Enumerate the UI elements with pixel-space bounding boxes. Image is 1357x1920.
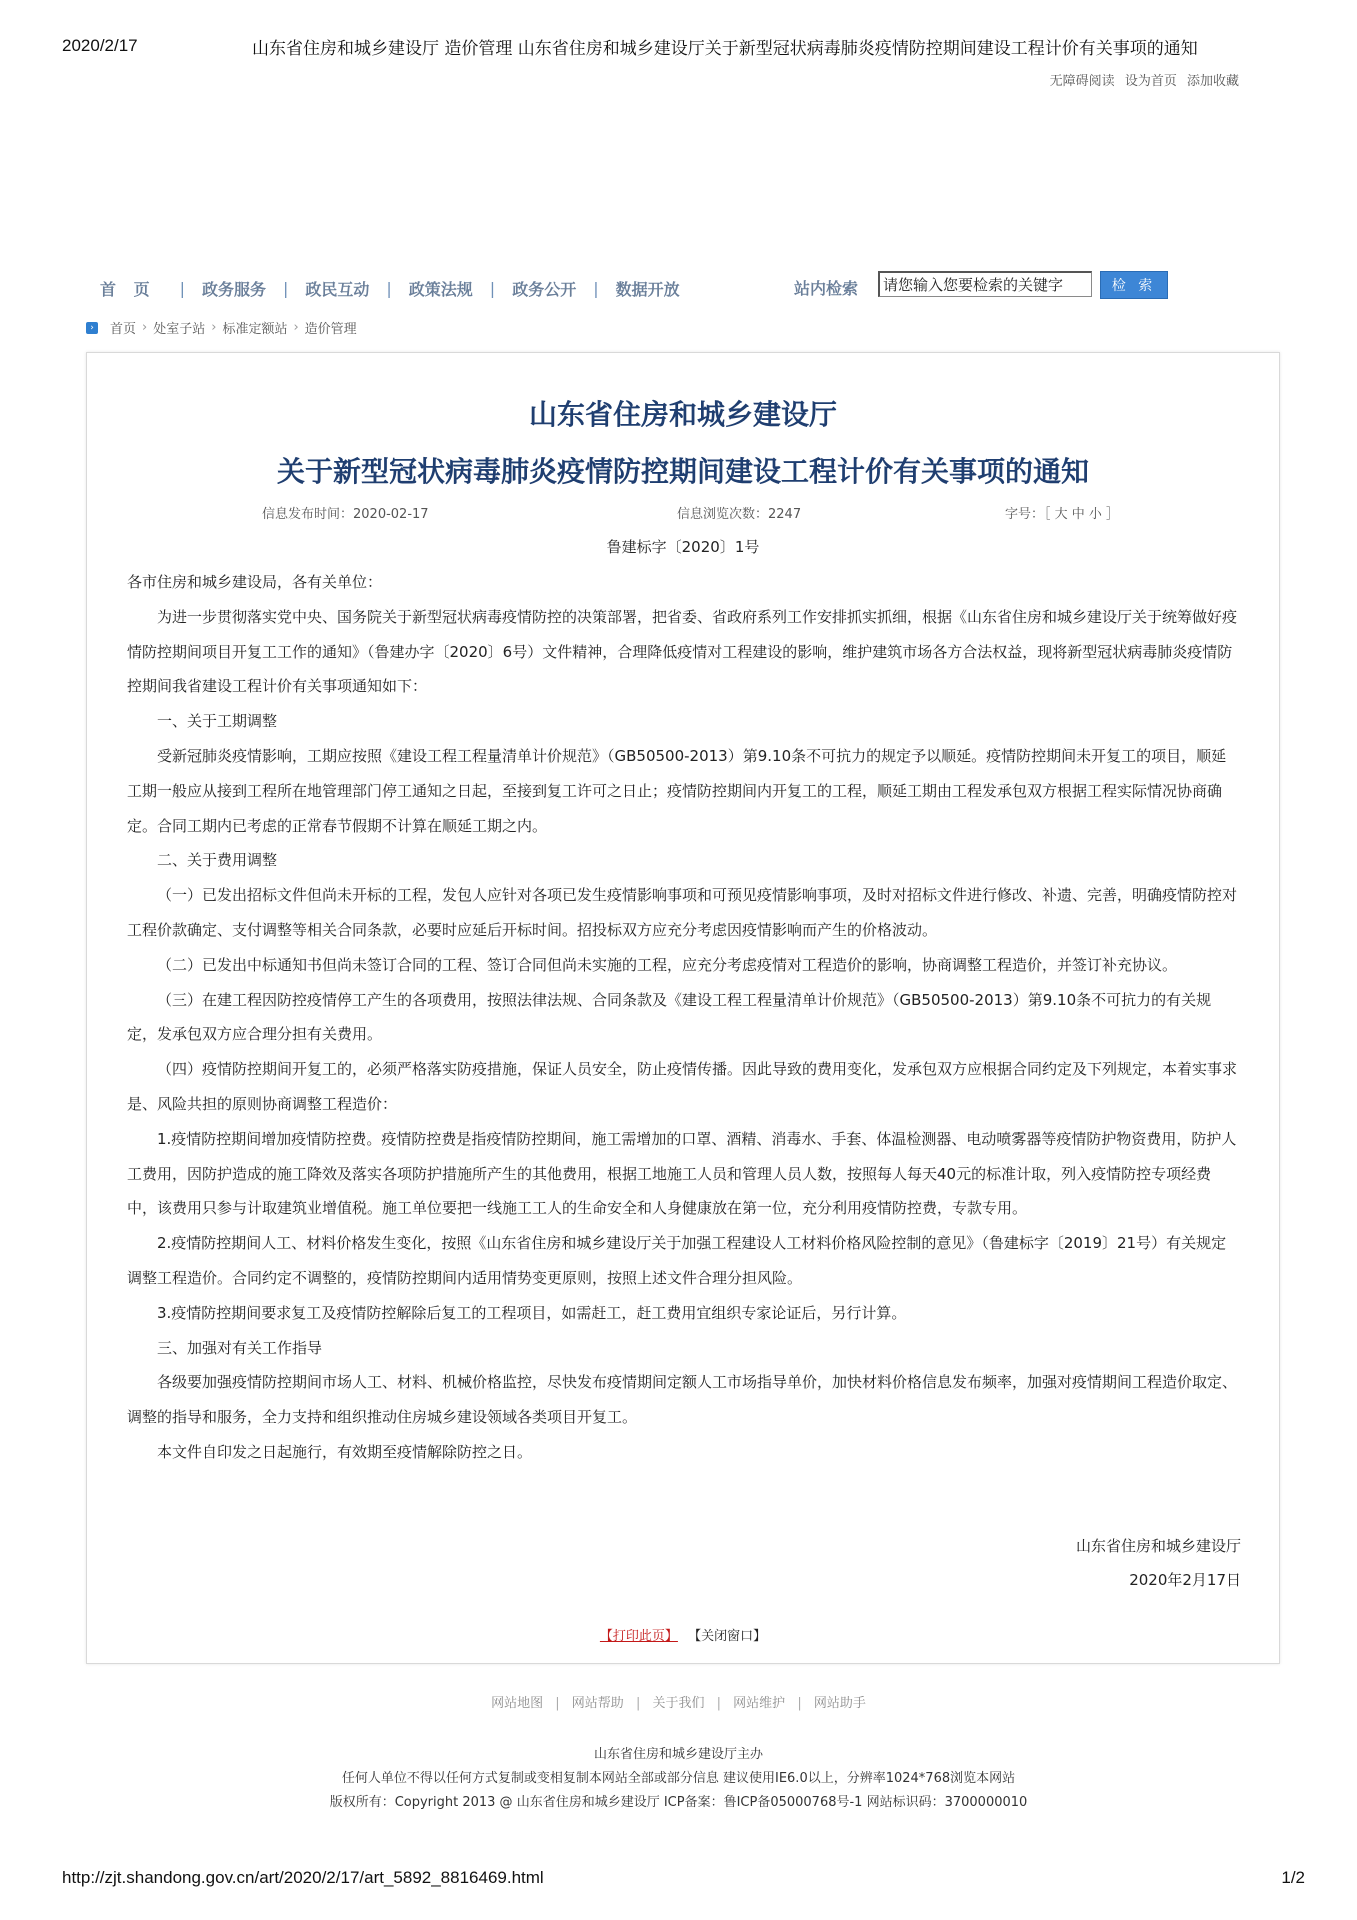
breadcrumb-quota-station[interactable]: 标准定额站 [222,322,288,337]
print-url: http://zjt.shandong.gov.cn/art/2020/2/17/art_5892_8816469.html [62,1868,544,1887]
footer-link-assistant[interactable]: 网站助手 [813,1696,866,1711]
article-paragraph: 二、关于费用调整 [157,851,278,870]
nav-separator: | [386,278,392,298]
nav-separator: | [593,278,599,298]
top-links [1044,70,1239,89]
signature-date: 2020年2月17日 [1129,1571,1241,1589]
article-paragraph: （二）已发出中标通知书但尚未签订合同的工程、签订合同但尚未实施的工程，应充分考虑疫情对工程造价的影响，协商调整工程造价，并签订补充协议。 [157,955,1178,974]
article-paragraph: 各级要加强疫情防控期间市场人工、材料、机械价格监控，尽快发布疫情期间定额人工市场指导单价，加快材料价格信息发布频率，加强对疫情期间工程造价取定、调整的指导和服务，全力支持和组织推动住房城乡建设领域各类项目开复工。 [127,1373,1238,1427]
nav-open-data[interactable]: 数据开放 [615,279,680,299]
nav-government-disclosure[interactable]: 政务公开 [512,279,577,299]
article-paragraph: 3.疫情防控期间要求复工及疫情防控解除后复工的工程项目，如需赶工，赶工费用宜组织专家论证后，另行计算。 [157,1303,907,1322]
article-body [127,565,1237,1470]
main-nav [96,272,697,304]
footer-separator: | [555,1696,560,1711]
breadcrumb-home[interactable]: 首页 [110,322,137,337]
chevron-right-icon: › [86,322,98,334]
footer-link-help[interactable]: 网站帮助 [571,1696,624,1711]
article-paragraph: （四）疫情防控期间开复工的，必须严格落实防疫措施，保证人员安全，防止疫情传播。因此导致的费用变化，发承包双方应根据合同约定及下列规定，本着实事求是、风险共担的原则协商调整工程造价： [127,1060,1238,1113]
article-paragraph: （三）在建工程因防控疫情停工产生的各项费用，按照法律法规、合同条款及《建设工程工程量清单计价规范》（GB50500-2013）第9.10条不可抗力的有关规定，发承包双方应合理分担有关费用。 [127,990,1212,1044]
view-count: 信息浏览次数：2247 [677,507,802,522]
search-button[interactable]: 检 索 [1100,271,1168,299]
nav-separator: | [489,278,496,298]
article-paragraph: 各市住房和城乡建设局，各有关单位： [127,573,383,591]
font-size-selector[interactable]: 字号：［ 大 中 小 ］ [1005,507,1120,522]
site-search-label: 站内检索 [794,279,859,298]
nav-separator: | [179,278,185,298]
footer-notice: 任何人单位不得以任何方式复制或变相复制本网站全部或部分信息 建议使用IE6.0以上，分辨率1024*768浏览本网站 [341,1771,1016,1786]
article-paragraph: （一）已发出招标文件但尚未开标的工程，发包人应针对各项已发生疫情影响事项和可预见疫情影响事项，及时对招标文件进行修改、补遗、完善，明确疫情防控对工程价款确定、支付调整等相关合同条款，必要时应延后开标时间。招投标双方应充分考虑因疫情影响而产生的价格波动。 [127,886,1238,939]
breadcrumb-separator: › [142,320,148,335]
footer-separator: | [635,1696,641,1711]
article-paragraph: 本文件自印发之日起施行，有效期至疫情解除防控之日。 [157,1442,533,1461]
article-actions [87,1625,1279,1644]
breadcrumb [86,318,357,337]
footer-separator: | [797,1696,802,1711]
article-container [86,352,1280,1664]
set-homepage-link[interactable]: 设为首页 [1124,74,1177,89]
nav-government-services[interactable]: 政务服务 [201,279,266,299]
footer-links [0,1692,1357,1711]
footer-link-maintenance[interactable]: 网站维护 [733,1696,786,1711]
footer-link-about[interactable]: 关于我们 [652,1696,705,1711]
footer-separator: | [716,1696,722,1711]
footer-link-sitemap[interactable]: 网站地图 [491,1696,544,1711]
article-paragraph: 三、加强对有关工作指导 [157,1338,323,1357]
close-window-button[interactable]: 【关闭窗口】 [688,1629,767,1644]
print-page-button[interactable]: 【打印此页】 [599,1629,678,1644]
article-paragraph: 为进一步贯彻落实党中央、国务院关于新型冠状病毒疫情防控的决策部署，把省委、省政府系列工作安排抓实抓细，根据《山东省住房和城乡建设厅关于统筹做好疫情防控期间项目开复工工作的通知》（鲁建办字〔2020〕6号）文件精神，合理降低疫情对工程建设的影响，维护建筑市场各方合法权益，现将新型冠状病毒肺炎疫情防控期间我省建设工程计价有关事项通知如下： [127,607,1238,696]
article-title-line2: 关于新型冠状病毒肺炎疫情防控期间建设工程计价有关事项的通知 [276,455,1089,488]
print-date: 2020/2/17 [62,36,138,55]
print-page-number: 1/2 [1281,1868,1305,1887]
breadcrumb-separator: › [293,320,299,335]
nav-public-interaction[interactable]: 政民互动 [305,279,370,299]
footer-copyright: 版权所有：Copyright 2013 @ 山东省住房和城乡建设厅 ICP备案：鲁ICP备05000768号-1 网站标识码：3700000010 [329,1795,1028,1810]
nav-policies[interactable]: 政策法规 [408,279,473,299]
add-favorite-link[interactable]: 添加收藏 [1186,74,1239,89]
article-paragraph: 1.疫情防控期间增加疫情防控费。疫情防控费是指疫情防控期间，施工需增加的口罩、酒精、消毒水、手套、体温检测器、电动喷雾器等疫情防护物资费用，防护人工费用，因防护造成的施工降效及落实各项防护措施所产生的其他费用，根据工地施工人员和管理人员人数，按照每人每天40元的标准计取，列入疫情防控专项经费中，该费用只参与计取建筑业增值税。施工单位要把一线施工工人的生命安全和人身健康放在第一位，充分利用疫情防控费，专款专用。 [127,1129,1237,1218]
accessible-reading-link[interactable]: 无障碍阅读 [1049,74,1115,89]
print-page-title: 山东省住房和城乡建设厅 造价管理 山东省住房和城乡建设厅关于新型冠状病毒肺炎疫情防控期间建设工程计价有关事项的通知 [252,39,1198,59]
nav-home[interactable]: 首 页 [100,279,156,299]
publish-time: 信息发布时间：2020-02-17 [262,507,429,522]
article-paragraph: 一、关于工期调整 [157,712,278,731]
search-input[interactable] [878,271,1092,297]
signature-organization: 山东省住房和城乡建设厅 [1075,1537,1241,1555]
article-paragraph: 2.疫情防控期间人工、材料价格发生变化，按照《山东省住房和城乡建设厅关于加强工程建设人工材料价格风险控制的意见》（鲁建标字〔2019〕21号）有关规定调整工程造价。合同约定不调整的，疫情防控期间内适用情势变更原则，按照上述文件合理分担风险。 [127,1234,1227,1287]
nav-separator: | [282,278,289,298]
document-number: 鲁建标字〔2020〕1号 [606,538,760,556]
article-title-line1: 山东省住房和城乡建设厅 [528,398,837,431]
breadcrumb-substations[interactable]: 处室子站 [153,322,206,337]
breadcrumb-cost-management[interactable]: 造价管理 [304,322,357,337]
article-paragraph: 受新冠肺炎疫情影响，工期应按照《建设工程工程量清单计价规范》（GB50500-2013）第9.10条不可抗力的规定予以顺延。疫情防控期间未开复工的项目，顺延工期一般应从接到工程所在地管理部门停工通知之日起，至接到复工许可之日止；疫情防控期间内开复工的工程，顺延工期由工程发承包双方根据工程实际情况协商确定。合同工期内已考虑的正常春节假期不计算在顺延工期之内。 [127,746,1227,835]
footer-sponsor: 山东省住房和城乡建设厅主办 [593,1747,763,1762]
breadcrumb-separator: › [211,320,217,335]
